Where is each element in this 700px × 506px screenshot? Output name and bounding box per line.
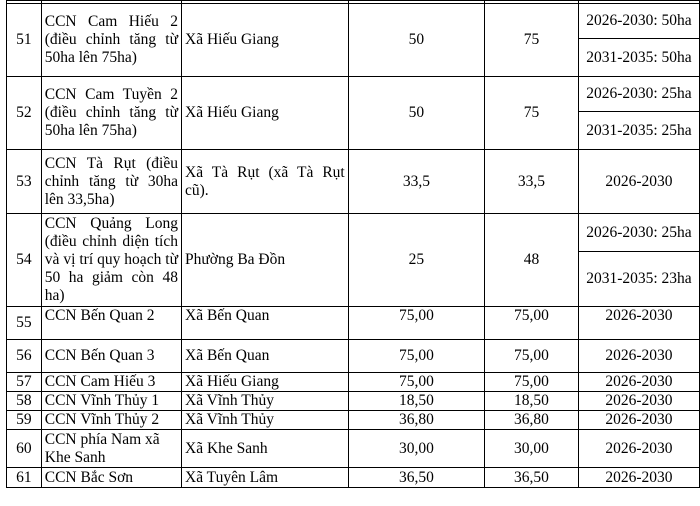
- cluster-name: CCN Bến Quan 2: [41, 307, 181, 340]
- phase-cell: 2031-2035: 25ha: [578, 112, 699, 150]
- phase-cell: 2026-2030: [578, 307, 699, 340]
- phase-cell: 2026-2030: [578, 468, 699, 488]
- table-row: [7, 340, 700, 373]
- row-number: 59: [7, 411, 42, 430]
- table-row: [7, 307, 700, 340]
- table-row: [7, 430, 700, 468]
- cluster-name: CCN Cam Tuyền 2 (điều chỉnh tăng từ 50ha lên 75ha): [41, 77, 181, 150]
- area-value: 75,00: [348, 373, 484, 392]
- area-value: 18,50: [348, 392, 484, 411]
- area-value: 75,00: [485, 307, 579, 340]
- phase-cell: 2026-2030: [578, 430, 699, 468]
- table-row: [7, 77, 700, 112]
- cluster-name: CCN Cam Hiếu 3: [41, 373, 181, 392]
- row-number: 57: [7, 373, 42, 392]
- table-row: [7, 214, 700, 252]
- area-value: 18,50: [485, 392, 579, 411]
- table-row: [7, 468, 700, 488]
- row-number: 58: [7, 392, 42, 411]
- area-value: 75,00: [485, 373, 579, 392]
- area-value: 33,5: [348, 150, 484, 214]
- row-number: 54: [7, 214, 42, 307]
- area-value: 48: [485, 214, 579, 307]
- area-value: 50: [348, 4, 484, 77]
- area-value: 36,80: [348, 411, 484, 430]
- area-value: 30,00: [485, 430, 579, 468]
- industrial-cluster-table: [6, 0, 700, 488]
- cluster-location: Phường Ba Đồn: [182, 214, 349, 307]
- area-value: 30,00: [348, 430, 484, 468]
- phase-cell: 2026-2030: [578, 150, 699, 214]
- cluster-name: CCN Bắc Sơn: [41, 468, 181, 488]
- phase-cell: 2026-2030: 50ha: [578, 4, 699, 39]
- cluster-location: Xã Hiếu Giang: [182, 4, 349, 77]
- cluster-name: CCN Bến Quan 3: [41, 340, 181, 373]
- area-value: 75,00: [485, 340, 579, 373]
- row-number: 55: [7, 307, 42, 340]
- cluster-name: CCN phía Nam xã Khe Sanh: [41, 430, 181, 468]
- area-value: 75: [485, 77, 579, 150]
- phase-cell: 2026-2030: 25ha: [578, 214, 699, 252]
- cluster-location: Xã Vĩnh Thủy: [182, 411, 349, 430]
- cluster-name: CCN Vĩnh Thủy 1: [41, 392, 181, 411]
- cluster-location: Xã Hiếu Giang: [182, 77, 349, 150]
- cluster-location: Xã Bến Quan: [182, 307, 349, 340]
- row-number: 60: [7, 430, 42, 468]
- cluster-location: Xã Hiếu Giang: [182, 373, 349, 392]
- cluster-location: Xã Vĩnh Thủy: [182, 392, 349, 411]
- row-number: 51: [7, 4, 42, 77]
- area-value: 75: [485, 4, 579, 77]
- cluster-location: Xã Khe Sanh: [182, 430, 349, 468]
- area-value: 33,5: [485, 150, 579, 214]
- cluster-location: Xã Tuyên Lâm: [182, 468, 349, 488]
- area-value: 36,50: [485, 468, 579, 488]
- phase-cell: 2031-2035: 23ha: [578, 252, 699, 307]
- table-row: [7, 392, 700, 411]
- phase-cell: 2026-2030: [578, 392, 699, 411]
- cluster-location: Xã Bến Quan: [182, 340, 349, 373]
- row-number: 56: [7, 340, 42, 373]
- table-row: [7, 411, 700, 430]
- cluster-name: CCN Cam Hiếu 2 (điều chỉnh tăng từ 50ha lên 75ha): [41, 4, 181, 77]
- table-row: [7, 4, 700, 39]
- cluster-location: Xã Tà Rụt (xã Tà Rụt cũ).: [182, 150, 349, 214]
- table-row: [7, 150, 700, 214]
- area-value: 36,80: [485, 411, 579, 430]
- phase-cell: 2026-2030: [578, 411, 699, 430]
- table-row: [7, 373, 700, 392]
- area-value: 75,00: [348, 307, 484, 340]
- area-value: 50: [348, 77, 484, 150]
- row-number: 61: [7, 468, 42, 488]
- phase-cell: 2031-2035: 50ha: [578, 39, 699, 77]
- phase-cell: 2026-2030: [578, 340, 699, 373]
- area-value: 25: [348, 214, 484, 307]
- cluster-name: CCN Vĩnh Thủy 2: [41, 411, 181, 430]
- area-value: 36,50: [348, 468, 484, 488]
- cluster-name: CCN Quảng Long (điều chỉnh diện tích và vị trí quy hoạch từ 50 ha giảm còn 48 ha): [41, 214, 181, 307]
- cluster-name: CCN Tà Rụt (điều chỉnh tăng từ 30ha lên 33,5ha): [41, 150, 181, 214]
- area-value: 75,00: [348, 340, 484, 373]
- phase-cell: 2026-2030: 25ha: [578, 77, 699, 112]
- phase-cell: 2026-2030: [578, 373, 699, 392]
- row-number: 53: [7, 150, 42, 214]
- row-number: 52: [7, 77, 42, 150]
